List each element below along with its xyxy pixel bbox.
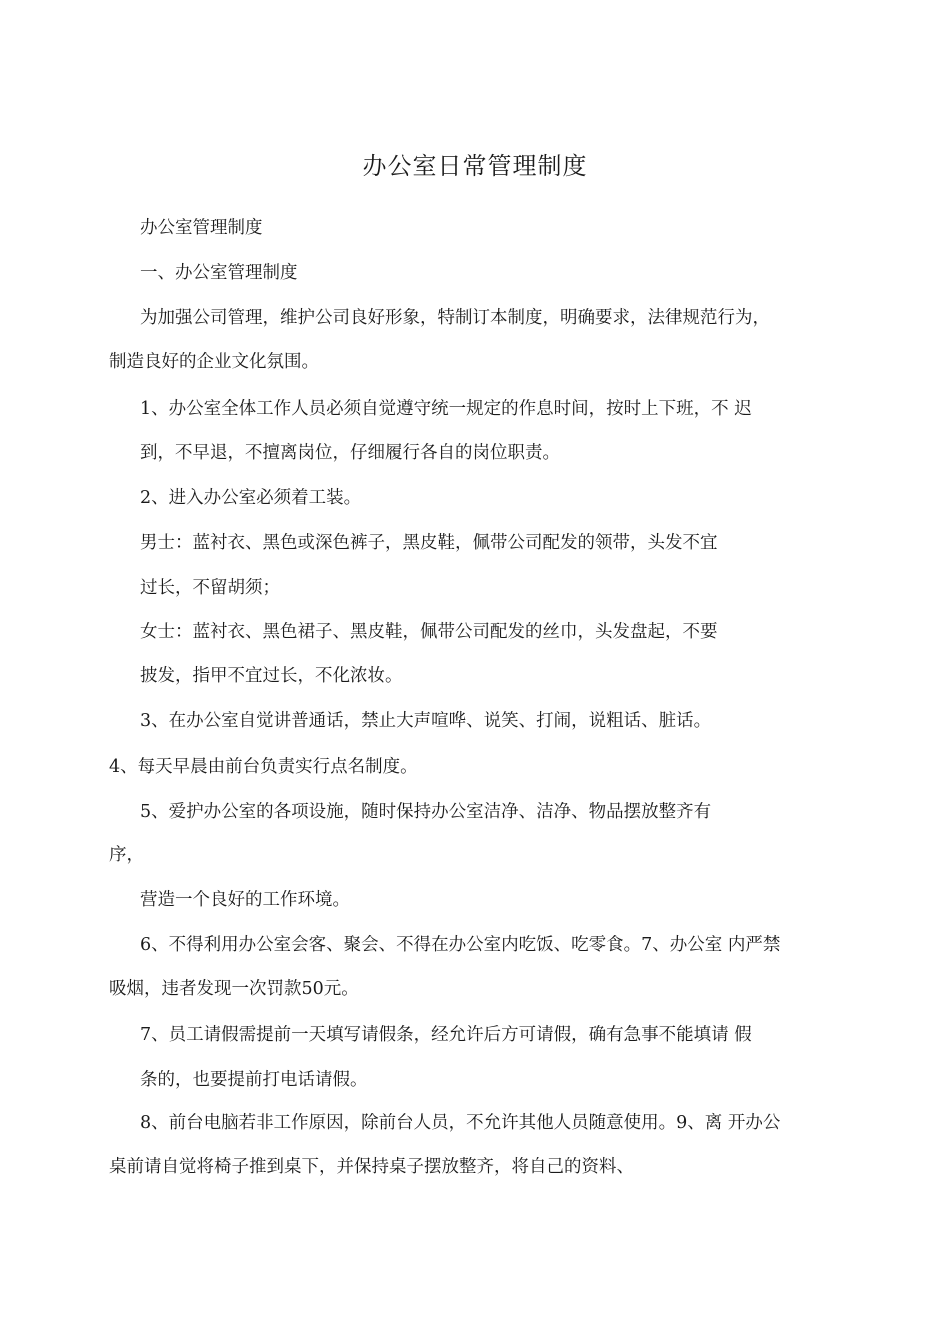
paragraph-line: 为加强公司管理，维护公司良好形象，特制订本制度，明确要求，法律规范行为， xyxy=(140,308,770,328)
document-title: 办公室日常管理制度 xyxy=(362,152,588,180)
paragraph-line: 桌前请自觉将椅子推到桌下，并保持桌子摆放整齐，将自己的资料、 xyxy=(109,1157,634,1177)
paragraph-line: 8、前台电脑若非工作原因，除前台人员，不允许其他人员随意使用。9、离 开办公 xyxy=(140,1113,781,1133)
paragraph-line: 披发，指甲不宜过长，不化浓妆。 xyxy=(140,666,403,686)
paragraph-line: 条的，也要提前打电话请假。 xyxy=(140,1070,368,1090)
paragraph-line: 6、不得利用办公室会客、聚会、不得在办公室内吃饭、吃零食。7、办公室 内严禁 xyxy=(140,935,781,955)
paragraph-line: 到，不早退，不擅离岗位，仔细履行各自的岗位职责。 xyxy=(140,443,560,463)
paragraph-line: 一、办公室管理制度 xyxy=(140,263,298,283)
paragraph-line: 女士：蓝衬衣、黑色裙子、黑皮鞋，佩带公司配发的丝巾，头发盘起，不要 xyxy=(140,622,718,642)
paragraph-line: 营造一个良好的工作环境。 xyxy=(140,890,350,910)
paragraph-line: 4、每天早晨由前台负责实行点名制度。 xyxy=(109,757,418,777)
paragraph-line: 5、爱护办公室的各项设施，随时保持办公室洁净、洁净、物品摆放整齐有 xyxy=(140,802,712,822)
paragraph-line: 7、员工请假需提前一天填写请假条，经允许后方可请假，确有急事不能填请 假 xyxy=(140,1025,752,1045)
paragraph-line: 2、进入办公室必须着工装。 xyxy=(140,488,362,508)
paragraph-line: 办公室管理制度 xyxy=(140,218,263,238)
paragraph-line: 序， xyxy=(109,845,144,865)
paragraph-line: 吸烟，违者发现一次罚款50元。 xyxy=(109,979,359,999)
paragraph-line: 过长，不留胡须； xyxy=(140,578,280,598)
paragraph-line: 制造良好的企业文化氛围。 xyxy=(109,352,319,372)
paragraph-line: 3、在办公室自觉讲普通话，禁止大声喧哗、说笑、打闹，说粗话、脏话。 xyxy=(140,711,712,731)
paragraph-line: 男士：蓝衬衣、黑色或深色裤子，黑皮鞋，佩带公司配发的领带，头发不宜 xyxy=(140,533,718,553)
paragraph-line: 1、办公室全体工作人员必须自觉遵守统一规定的作息时间，按时上下班，不 迟 xyxy=(140,399,752,419)
